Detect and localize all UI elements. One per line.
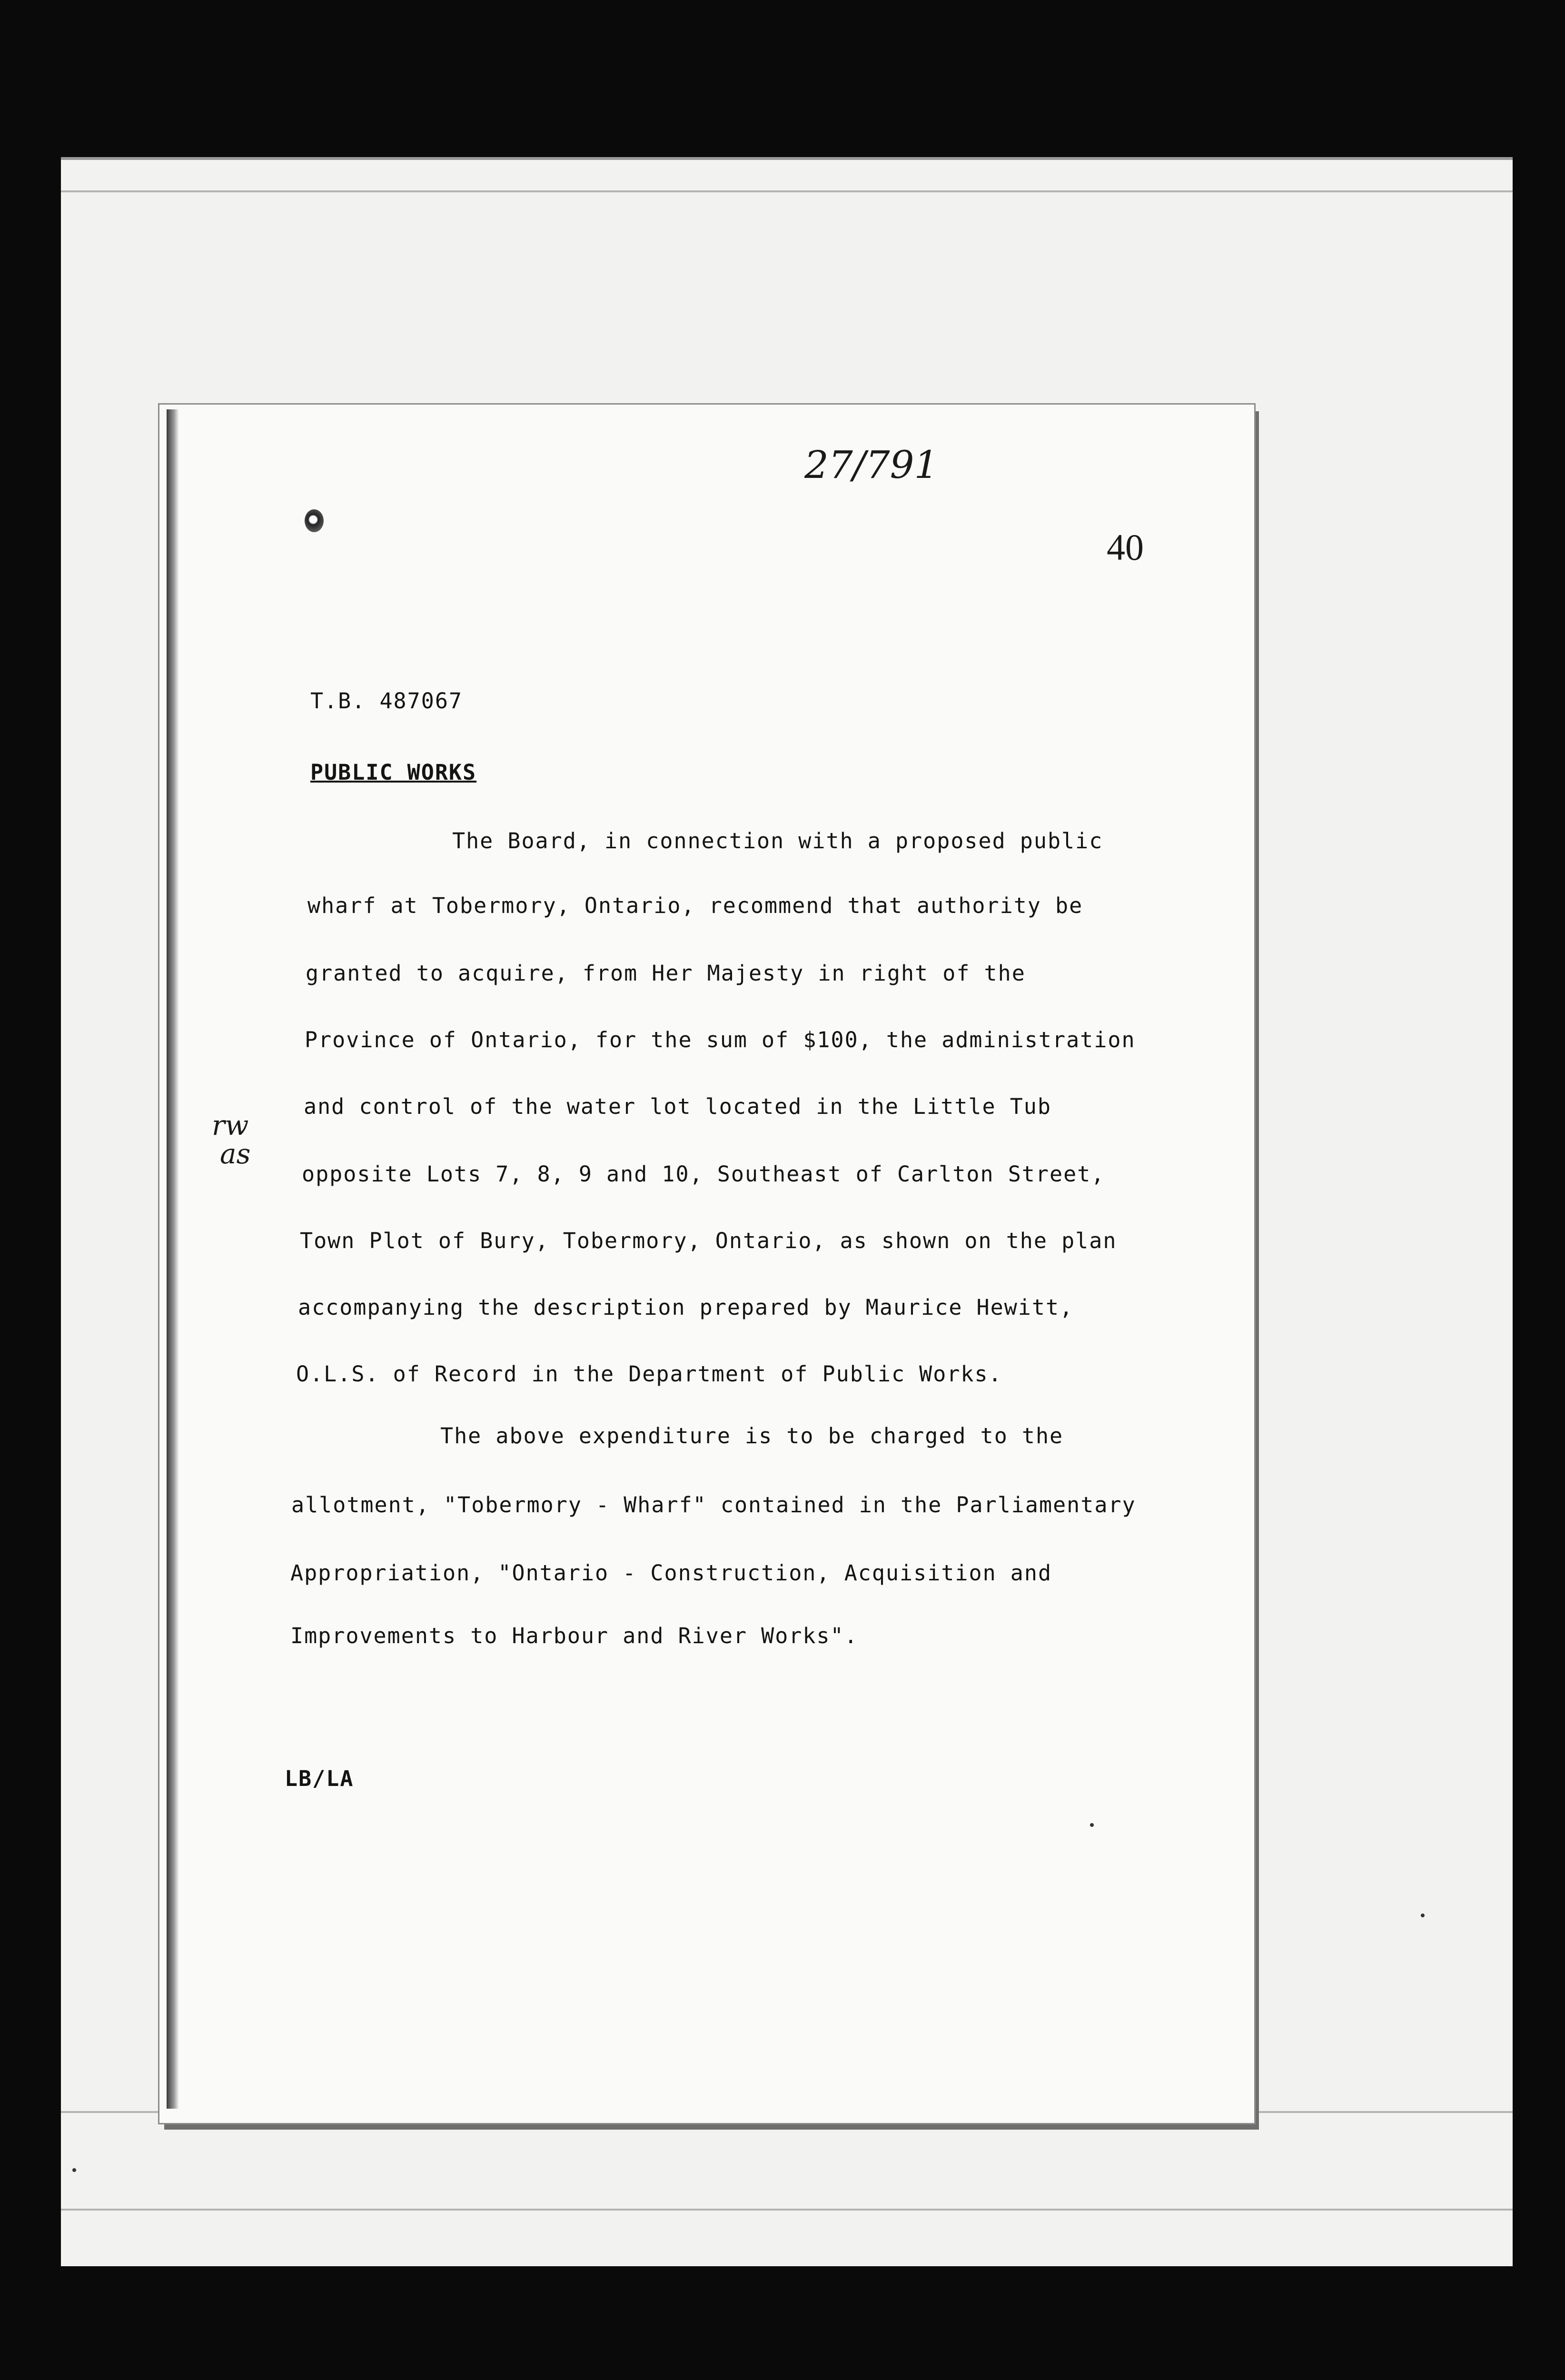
paragraph-line: Appropriation, "Ontario - Construction, Acquisition and — [290, 1560, 1052, 1586]
paragraph-line: O.L.S. of Record in the Department of Public Works. — [296, 1361, 1002, 1387]
page-number: 40 — [1107, 526, 1144, 568]
paragraph-line: and control of the water lot located in the Little Tub — [304, 1094, 1051, 1119]
typist-initials: LB/LA — [285, 1766, 354, 1791]
paragraph-line: granted to acquire, from Her Majesty in right of the — [306, 961, 1026, 986]
speck — [1421, 1914, 1425, 1917]
paragraph-line: wharf at Tobermory, Ontario, recommend that authority be — [307, 893, 1083, 918]
paragraph-line: allotment, "Tobermory - Wharf" contained in the Parliamentary — [291, 1492, 1136, 1517]
paragraph-line: Improvements to Harbour and River Works". — [290, 1623, 858, 1648]
heading: PUBLIC WORKS — [310, 760, 477, 785]
margin-note: rw — [212, 1109, 249, 1141]
paragraph-line: opposite Lots 7, 8, 9 and 10, Southeast of Carlton Street, — [302, 1161, 1105, 1187]
paragraph-line: The Board, in connection with a proposed public — [452, 828, 1103, 853]
paragraph-line: Province of Ontario, for the sum of $100, the administration — [305, 1027, 1136, 1052]
margin-note: as — [220, 1138, 251, 1170]
speck — [1090, 1823, 1094, 1827]
reference-number: T.B. 487067 — [310, 688, 463, 714]
paragraph-line: accompanying the description prepared by Maurice Hewitt, — [298, 1295, 1074, 1320]
handwritten-file-number: 27/791 — [804, 443, 939, 487]
punch-hole — [305, 509, 324, 532]
paragraph-line: Town Plot of Bury, Tobermory, Ontario, as shown on the plan — [300, 1228, 1117, 1253]
speck — [72, 2168, 76, 2172]
paragraph-line: The above expenditure is to be charged to the — [440, 1423, 1064, 1448]
